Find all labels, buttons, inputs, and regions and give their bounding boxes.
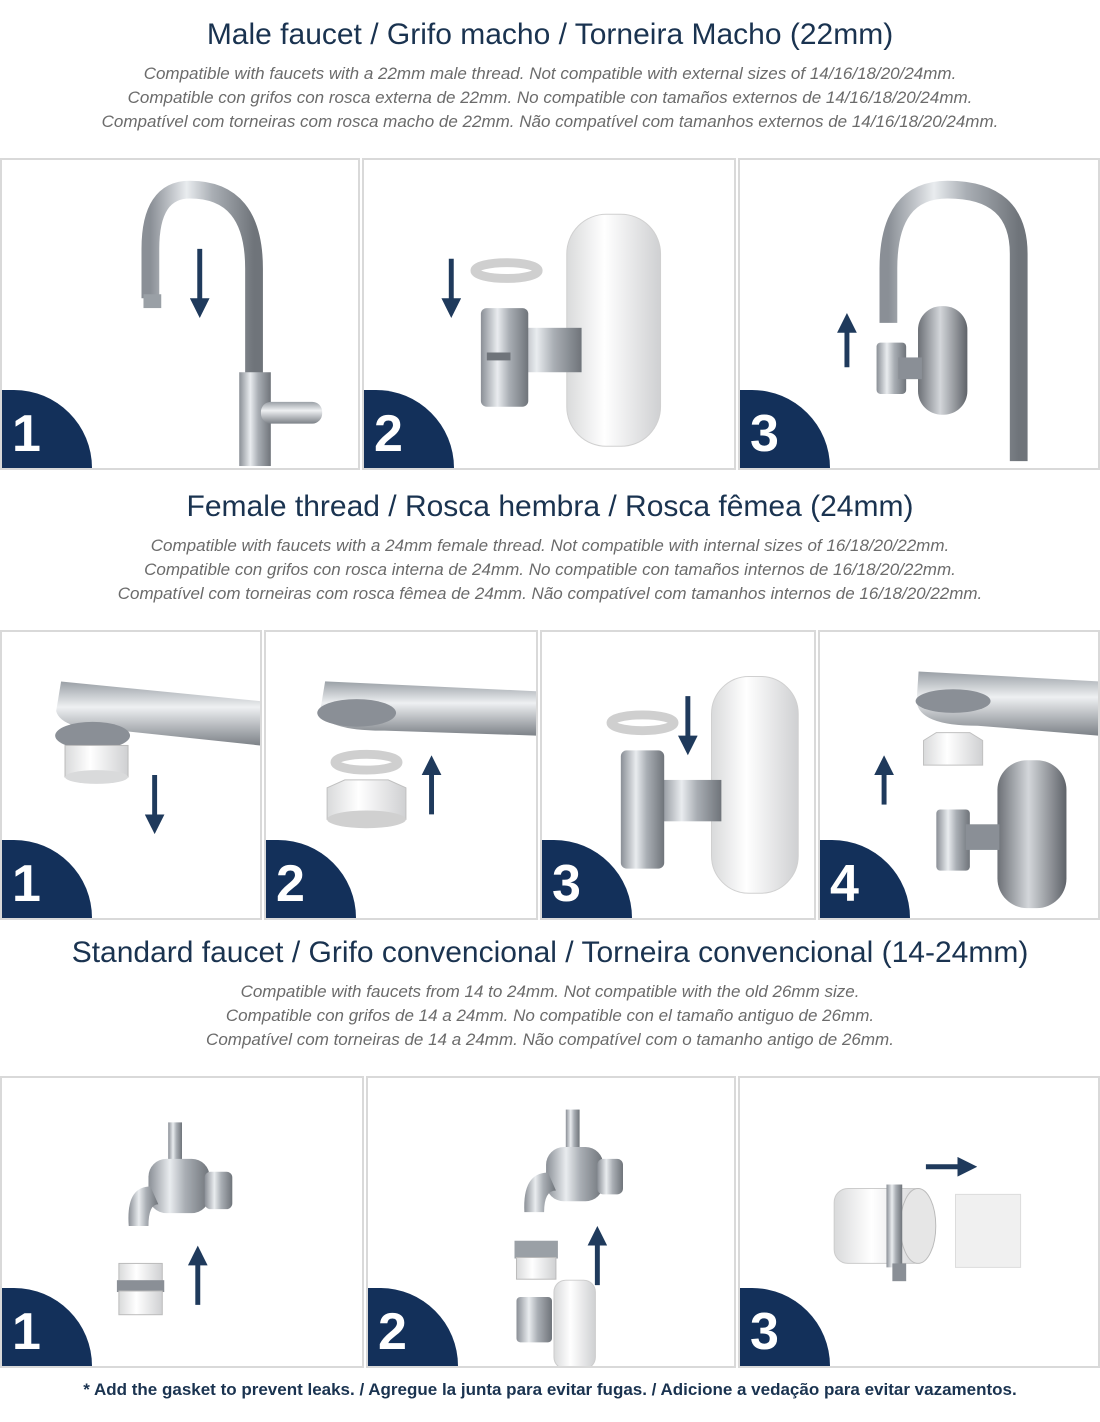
step-number: 1 (12, 1303, 41, 1361)
description-line-pt: Compatível com torneiras de 14 a 24mm. Não compatível com o tamanho antigo de 26mm. (206, 1030, 894, 1049)
female-step-1-panel (0, 630, 262, 920)
gasket-icon (335, 754, 398, 770)
step-number: 2 (374, 405, 403, 463)
filter-icon (918, 306, 967, 415)
adapter-icon (119, 1263, 162, 1283)
step-number: 3 (750, 1303, 779, 1361)
step-number: 1 (12, 855, 41, 913)
section-3-title: Standard faucet / Grifo convencional / Torneira convencional (14-24mm) (71, 936, 1029, 969)
description-line-pt: Compatível com torneiras com rosca macho de 22mm. Não compatível com tamanhos externos de 14/16/18/20/24mm. (101, 112, 999, 131)
section-1-title: Male faucet / Grifo macho / Torneira Macho (22mm) (206, 18, 894, 51)
step-number: 1 (12, 405, 41, 463)
standard-step-2-panel (366, 1076, 736, 1368)
standard-step-1-panel (0, 1076, 364, 1368)
step-number: 4 (830, 855, 859, 913)
description-line-es: Compatible con grifos con rosca interna de 24mm. No compatible con tamaños internos de 16/18/20/22mm. (144, 560, 956, 579)
gasket-icon (475, 263, 538, 279)
gasket-icon (611, 715, 674, 731)
female-step-3-panel (540, 630, 816, 920)
filter-icon (997, 760, 1066, 908)
adapter-icon (621, 750, 664, 868)
adapter-icon (515, 1241, 558, 1259)
filter-icon (554, 1280, 595, 1366)
male-step-1-panel (0, 158, 360, 470)
description-line-en: Compatible with faucets from 14 to 24mm. Not compatible with the old 26mm size. (240, 982, 860, 1001)
step-number: 3 (552, 855, 581, 913)
step-number: 2 (276, 855, 305, 913)
description-line-pt: Compatível com torneiras com rosca fêmea de 24mm. Não compatível com tamanhos internos de 16/18/20/22mm. (117, 584, 983, 603)
section-1-description (0, 62, 1100, 134)
footnote: * Add the gasket to prevent leaks. / Agregue la junta para evitar fugas. / Adicione a vedação para evitar vazamentos. (83, 1380, 1017, 1399)
gasket-icon (886, 1185, 902, 1268)
adapter-icon (924, 733, 983, 766)
description-line-en: Compatible with faucets with a 24mm female thread. Not compatible with internal sizes of 16/18/20/22mm. (150, 536, 950, 555)
step-number: 3 (750, 405, 779, 463)
description-line-es: Compatible con grifos con rosca externa de 22mm. No compatible con tamaños externos de 14/16/18/20/24mm. (127, 88, 973, 107)
section-3-description (0, 980, 1100, 1052)
filter-icon (712, 676, 799, 893)
female-step-4-panel (818, 630, 1100, 920)
description-line-en: Compatible with faucets with a 22mm male thread. Not compatible with external sizes of 14/16/18/20/24mm. (143, 64, 957, 83)
standard-step-3-panel (738, 1076, 1100, 1368)
male-step-2-panel (362, 158, 736, 470)
step-number: 2 (378, 1303, 407, 1361)
male-step-3-panel (738, 158, 1100, 470)
section-2-title: Female thread / Rosca hembra / Rosca fêmea (24mm) (186, 490, 914, 523)
description-line-es: Compatible con grifos de 14 a 24mm. No compatible con el tamaño antiguo de 26mm. (225, 1006, 875, 1025)
section-2-description (0, 534, 1100, 606)
female-step-2-panel (264, 630, 538, 920)
